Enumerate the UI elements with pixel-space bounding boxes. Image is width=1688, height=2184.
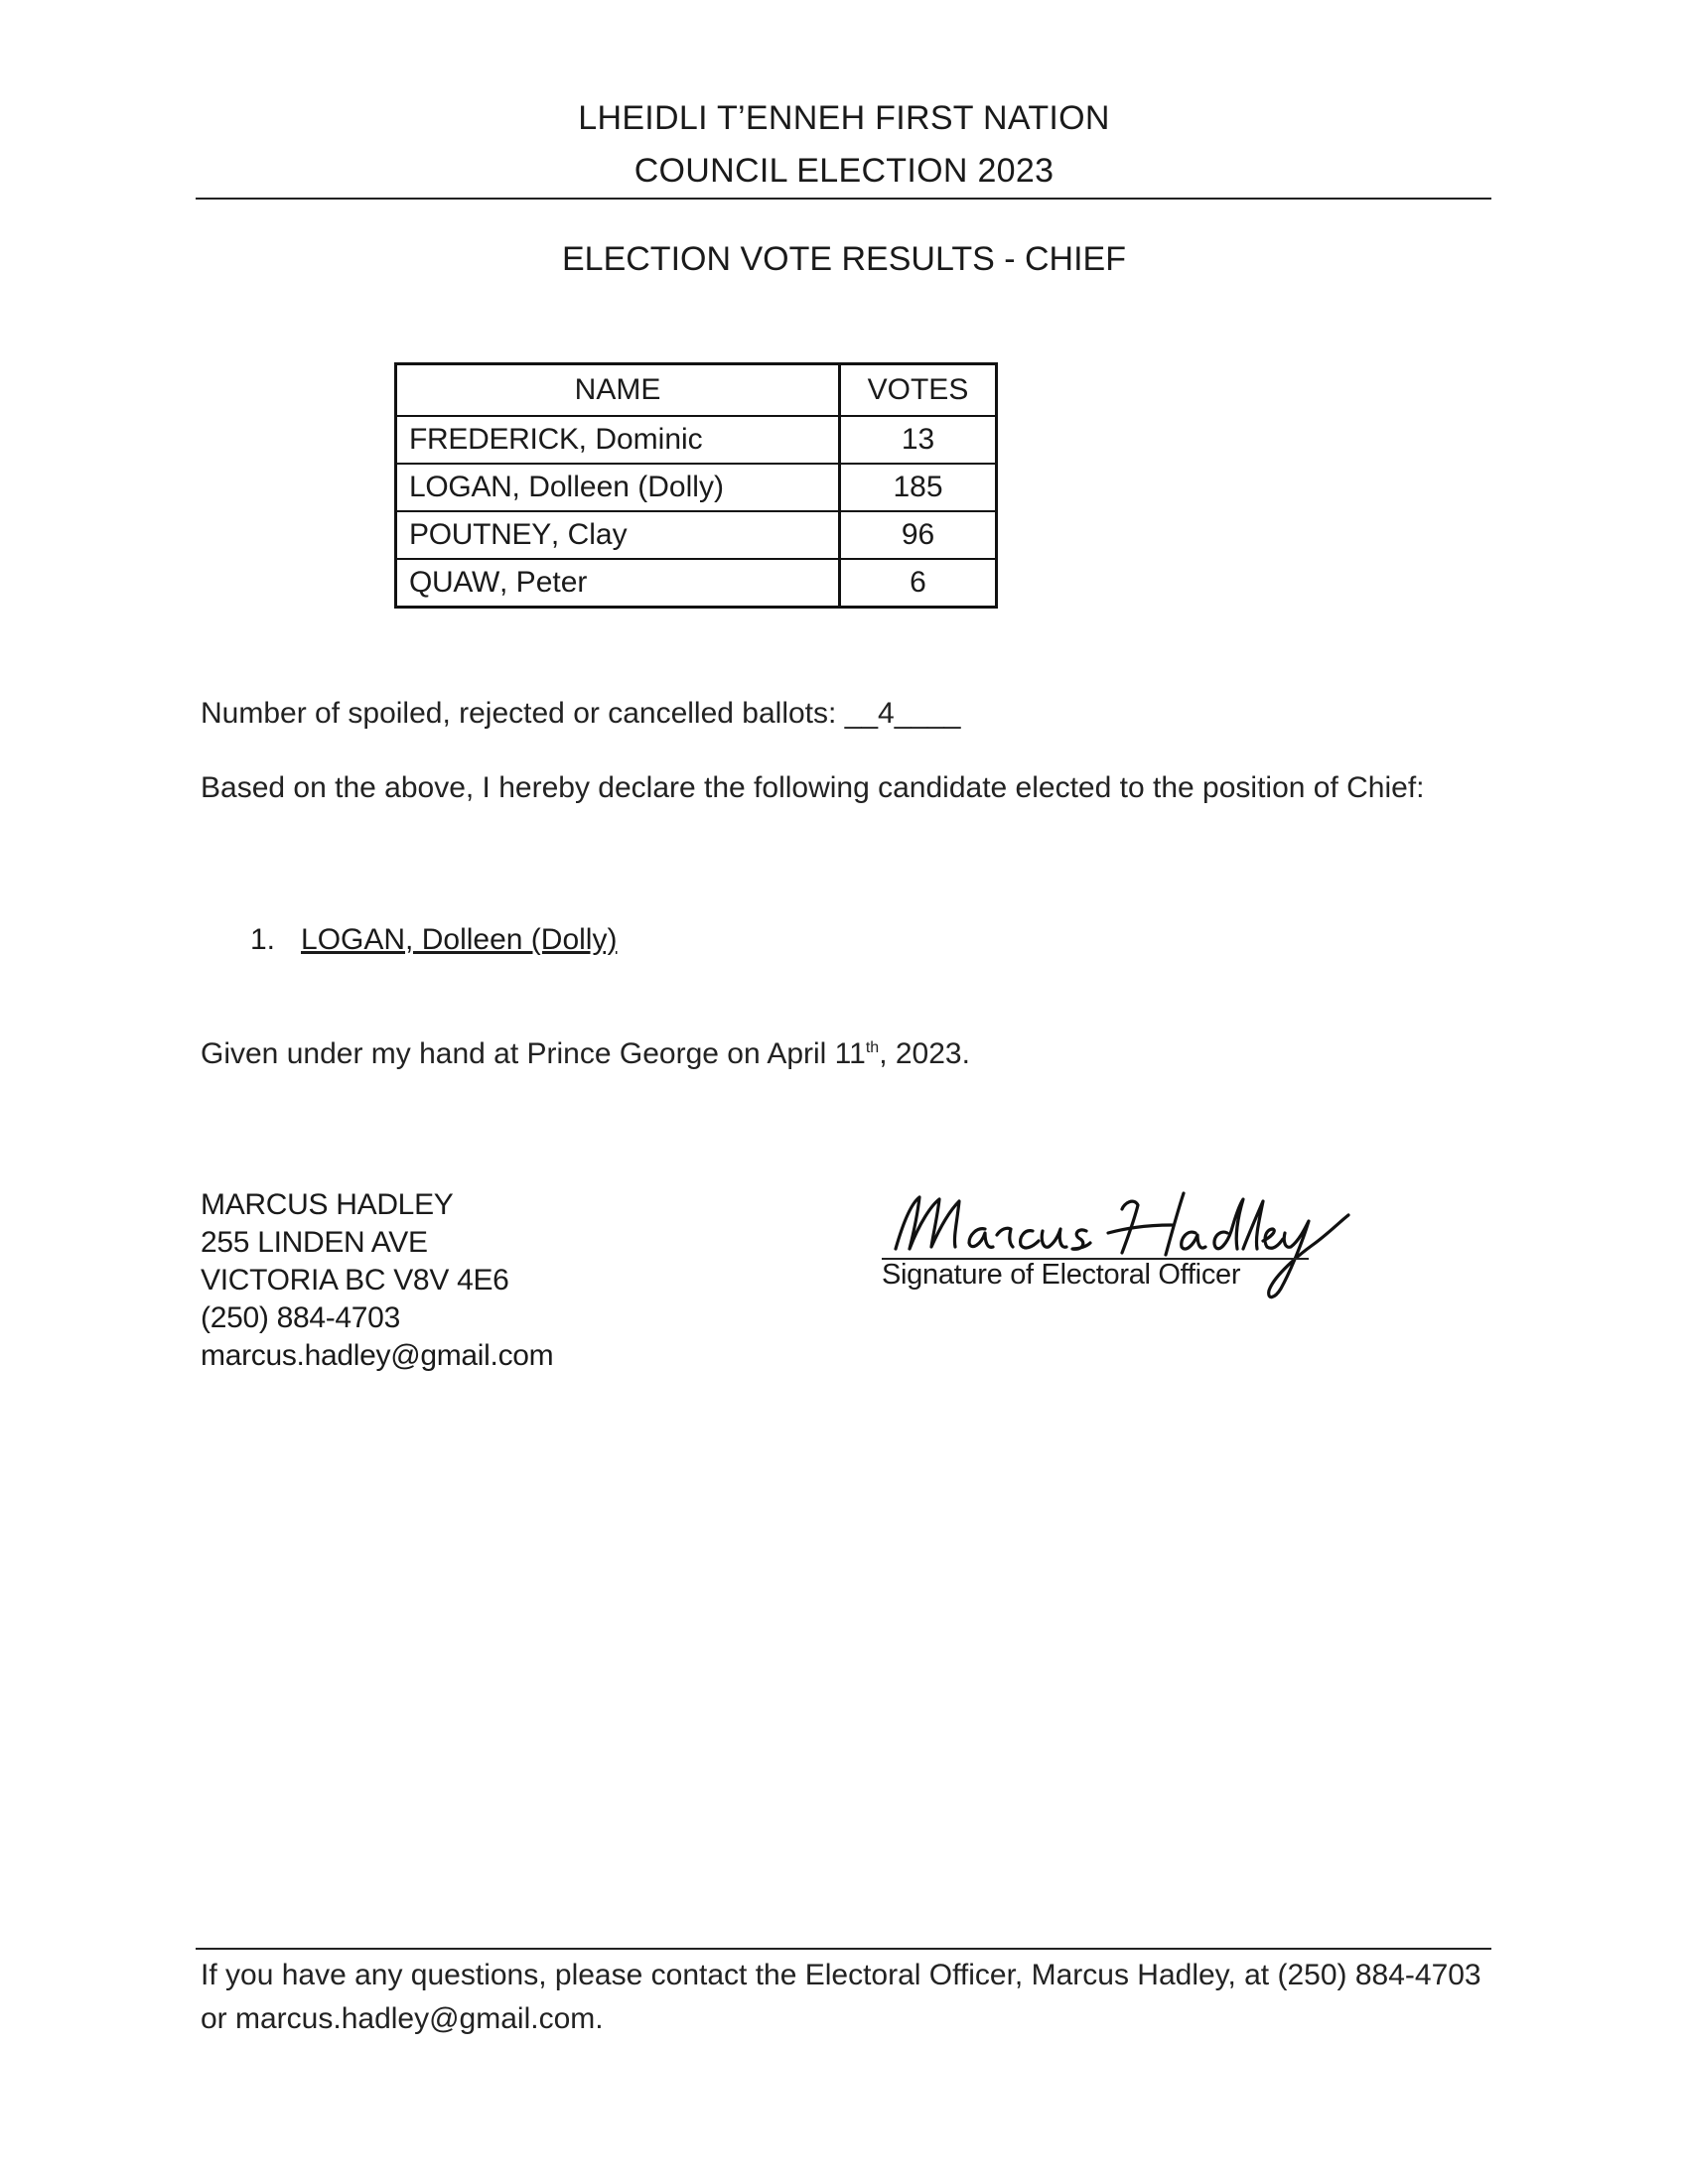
elected-candidate (250, 923, 617, 957)
candidate-surname: POUTNEY (409, 518, 551, 551)
table-row (396, 511, 997, 559)
footer-contact (201, 1954, 1481, 2041)
candidate-name-cell (396, 511, 840, 559)
given-under-hand (201, 1037, 970, 1071)
spoiled-ballots-label: Number of spoiled, rejected or cancelled ballots: (201, 697, 845, 730)
candidate-votes-cell: 13 (840, 416, 997, 464)
candidate-given-name: , Peter (499, 566, 588, 599)
header-divider (196, 198, 1491, 200)
spoiled-ballots-line (201, 697, 960, 731)
candidate-name-cell (396, 559, 840, 608)
footer-divider (196, 1948, 1491, 1950)
table-header-row (396, 364, 997, 417)
given-superscript: th (865, 1039, 880, 1056)
signature-caption: Signature of Electoral Officer (882, 1259, 1241, 1291)
footer-line2: or marcus.hadley@gmail.com. (201, 2002, 604, 2035)
document-title-line2: COUNCIL ELECTION 2023 (633, 152, 1055, 190)
officer-address-block (201, 1186, 553, 1375)
table-row (396, 559, 997, 608)
candidate-surname: LOGAN (409, 471, 512, 503)
table-row (396, 416, 997, 464)
candidate-given-name: , Dominic (578, 423, 703, 456)
column-header-name: NAME (396, 364, 840, 417)
given-year: , 2023. (879, 1037, 970, 1070)
footer-line1: If you have any questions, please contact the Electoral Officer, Marcus Hadley, at (250) 884-4703 (201, 1959, 1481, 1991)
candidate-surname: FREDERICK (409, 423, 579, 456)
elected-number: 1. (250, 923, 276, 956)
column-header-votes: VOTES (840, 364, 997, 417)
vote-results-table (394, 362, 998, 609)
spoiled-ballots-value: __4____ (844, 697, 961, 730)
elected-name: LOGAN, Dolleen (Dolly) (301, 923, 618, 956)
officer-name: MARCUS HADLEY (201, 1188, 454, 1221)
officer-email: marcus.hadley@gmail.com (201, 1339, 554, 1372)
candidate-votes-cell: 185 (840, 464, 997, 511)
declaration-text: Based on the above, I hereby declare the following candidate elected to the position of Chief: (201, 771, 1425, 804)
officer-city: VICTORIA BC V8V 4E6 (201, 1264, 509, 1297)
candidate-name-cell (396, 464, 840, 511)
candidate-given-name: , Dolleen (Dolly) (511, 471, 724, 503)
candidate-surname: QUAW (409, 566, 500, 599)
candidate-given-name: , Clay (550, 518, 628, 551)
candidate-votes-cell: 96 (840, 511, 997, 559)
candidate-votes-cell: 6 (840, 559, 997, 608)
page-subtitle: ELECTION VOTE RESULTS - CHIEF (561, 240, 1126, 278)
document-title-line1: LHEIDLI T’ENNEH FIRST NATION (578, 99, 1110, 137)
candidate-name-cell (396, 416, 840, 464)
given-text: Given under my hand at Prince George on April 11 (201, 1037, 866, 1070)
officer-phone: (250) 884-4703 (201, 1301, 400, 1334)
table-row (396, 464, 997, 511)
officer-street: 255 LINDEN AVE (201, 1226, 428, 1259)
